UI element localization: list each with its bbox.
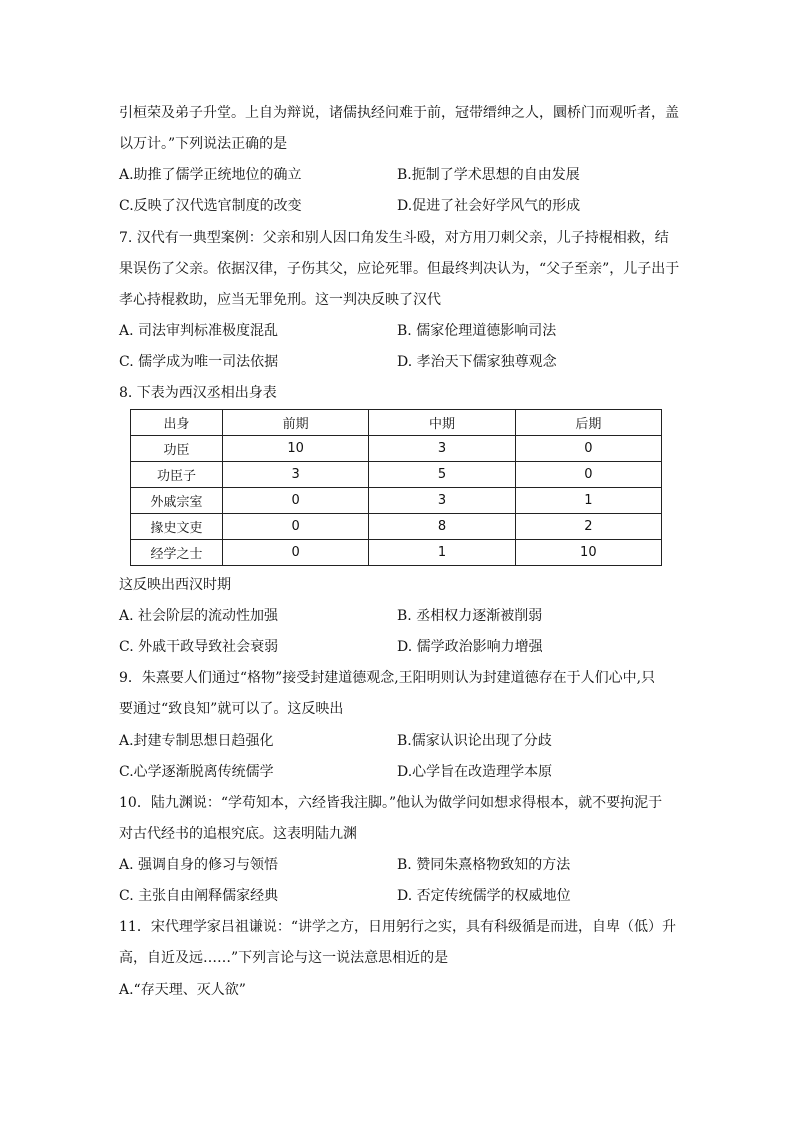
table-cell: 0 [515,462,661,488]
table-cell: 功臣 [131,436,223,462]
q10-option-a[interactable]: A. 强调自身的修习与领悟 [119,857,279,873]
table-cell: 掾史文吏 [131,514,223,540]
table-row [131,488,662,514]
q6-stem-line2: 以万计。”下列说法正确的是 [119,136,288,152]
q6-option-c[interactable]: C.反映了汉代选官制度的改变 [119,198,302,214]
table-row [131,514,662,540]
q8-option-c[interactable]: C. 外戚干政导致社会衰弱 [119,639,279,655]
q7-stem-line3: 孝心持棍救助，应当无罪免刑。这一判决反映了汉代 [119,292,441,308]
table-cell: 0 [515,436,661,462]
table-cell: 功臣子 [131,462,223,488]
q9-option-c[interactable]: C.心学逐渐脱离传统儒学 [119,764,274,780]
q9-option-a[interactable]: A.封建专制思想日趋强化 [119,733,274,749]
q10-option-c[interactable]: C. 主张自由阐释儒家经典 [119,888,279,904]
table-cell: 外戚宗室 [131,488,223,514]
q8-table [130,409,662,566]
table-header: 前期 [223,410,369,436]
q7-option-d[interactable]: D. 孝治天下儒家独尊观念 [397,354,557,370]
table-header: 出身 [131,410,223,436]
q7-option-b[interactable]: B. 儒家伦理道德影响司法 [397,323,557,339]
table-cell: 2 [515,514,661,540]
q6-option-a[interactable]: A.助推了儒学正统地位的确立 [119,167,302,183]
q11-option-a[interactable]: A.“存天理、灭人欲” [119,982,246,998]
table-cell: 1 [515,488,661,514]
table-header: 中期 [369,410,515,436]
q10-stem-line1: 10．陆九渊说：“学苟知本，六经皆我注脚。”他认为做学问如想求得根本，就不要拘泥于 [119,795,663,811]
table-row [131,462,662,488]
table-cell: 0 [223,488,369,514]
table-cell: 3 [369,436,515,462]
q9-stem-line1: 9．朱熹要人们通过“格物”接受封建道德观念,王阳明则认为封建道德存在于人们心中,只 [119,670,656,686]
table-cell: 10 [223,436,369,462]
q9-stem-line2: 要通过“致良知”就可以了。这反映出 [119,701,344,717]
q8-after-table: 这反映出西汉时期 [119,577,231,593]
q6-stem-line1: 引桓荣及弟子升堂。上自为辩说，诸儒执经问难于前，冠带缙绅之人，圜桥门而观听者，盖 [119,105,679,121]
q9-option-d[interactable]: D.心学旨在改造理学本原 [397,764,553,780]
q8-option-d[interactable]: D. 儒学政治影响力增强 [397,639,543,655]
table-cell: 0 [223,540,369,566]
q6-option-b[interactable]: B.扼制了学术思想的自由发展 [397,167,580,183]
table-header: 后期 [515,410,661,436]
table-header-row [131,410,662,436]
q7-option-a[interactable]: A. 司法审判标准极度混乱 [119,323,279,339]
q7-stem-line1: 7. 汉代有一典型案例：父亲和别人因口角发生斗殴，对方用刀刺父亲，儿子持棍相救，结 [119,230,669,246]
q10-option-b[interactable]: B. 赞同朱熹格物致知的方法 [397,857,571,873]
table-cell: 经学之士 [131,540,223,566]
q11-stem-line1: 11．宋代理学家吕祖谦说：“讲学之方，日用躬行之实，具有科级循是而进，自卑（低）升 [119,919,676,935]
q10-option-d[interactable]: D. 否定传统儒学的权威地位 [397,888,571,904]
q6-option-d[interactable]: D.促进了社会好学风气的形成 [397,198,581,214]
table-cell: 0 [223,514,369,540]
table-row [131,436,662,462]
q8-option-a[interactable]: A. 社会阶层的流动性加强 [119,608,279,624]
q7-stem-line2: 果误伤了父亲。依据汉律，子伤其父，应论死罪。但最终判决认为，“父子至亲”，儿子出于 [119,261,680,277]
q9-option-b[interactable]: B.儒家认识论出现了分歧 [397,733,552,749]
table-cell: 1 [369,540,515,566]
table-cell: 5 [369,462,515,488]
table-cell: 3 [223,462,369,488]
table-cell: 3 [369,488,515,514]
q8-stem: 8. 下表为西汉丞相出身表 [119,385,277,401]
table-cell: 10 [515,540,661,566]
q7-option-c[interactable]: C. 儒学成为唯一司法依据 [119,354,279,370]
q8-option-b[interactable]: B. 丞相权力逐渐被削弱 [397,608,543,624]
q10-stem-line2: 对古代经书的追根究底。这表明陆九渊 [119,826,357,842]
table-cell: 8 [369,514,515,540]
q11-stem-line2: 高，自近及远……”下列言论与这一说法意思相近的是 [119,950,449,966]
table-row [131,540,662,566]
